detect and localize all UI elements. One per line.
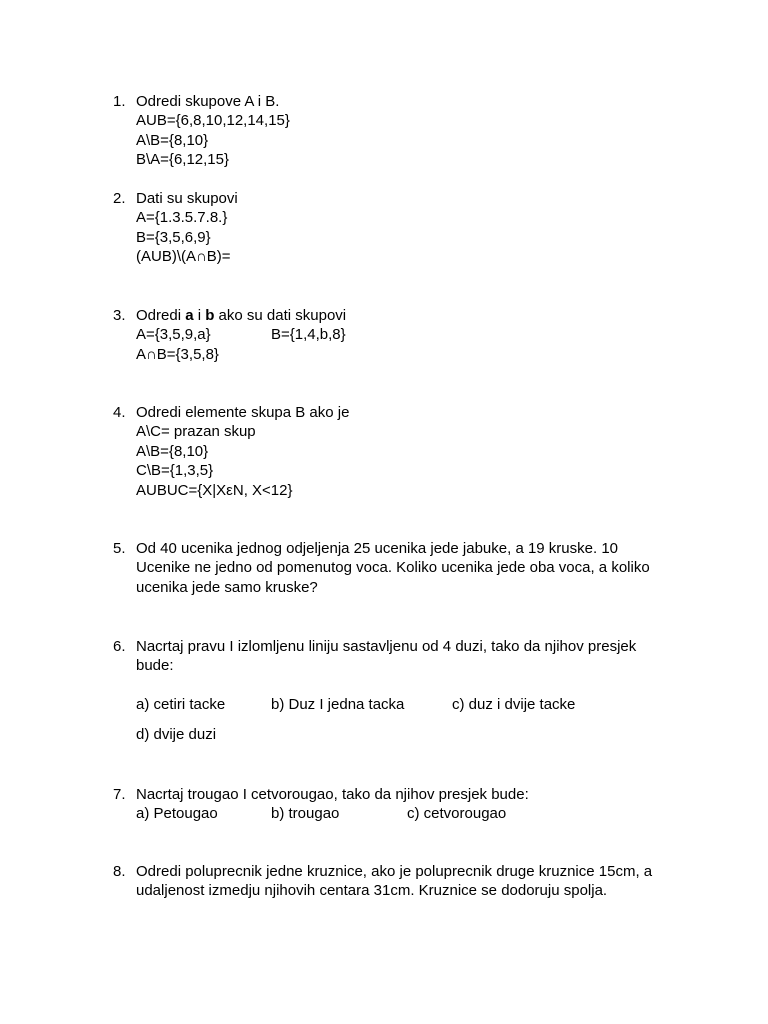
option-d: d) dvije duzi — [136, 725, 217, 743]
text-segment: ako su dati skupovi — [214, 307, 347, 324]
question-4 — [113, 403, 673, 500]
variable-b: b — [205, 307, 215, 324]
question-text: Dati su skupovi — [136, 190, 238, 207]
question-2 — [113, 189, 673, 267]
set-line: A\B={8,10} — [136, 131, 209, 149]
question-number: 4. — [113, 404, 126, 421]
question-6 — [113, 637, 673, 744]
question-text: Od 40 ucenika jednog odjeljenja 25 ucenika jede jabuke, a 19 kruske. 10 — [136, 540, 619, 557]
question-text: ucenika jede samo kruske? — [136, 578, 318, 596]
question-text: bude: — [136, 657, 174, 675]
set-line: AUB={6,8,10,12,14,15} — [136, 112, 290, 130]
text-segment: Odredi — [136, 307, 186, 324]
question-5 — [113, 539, 673, 597]
option-a: a) cetiri tacke — [136, 696, 226, 714]
question-text: Odredi poluprecnik jedne kruznice, ako je poluprecnik druge kruznice 15cm, a — [136, 863, 653, 880]
question-number: 1. — [113, 93, 126, 110]
set-line: A\C= prazan skup — [136, 423, 256, 441]
set-line: (AUB)\(A∩B)= — [136, 248, 231, 266]
question-text: Nacrtaj trougao I cetvorougao, tako da njihov presjek bude: — [136, 786, 529, 803]
question-number: 8. — [113, 863, 126, 880]
question-text: Ucenike ne jedno od pomenutog voca. Koliko ucenika jede oba voca, a koliko — [136, 559, 650, 577]
question-number: 2. — [113, 190, 126, 207]
question-number: 6. — [113, 638, 126, 655]
option-a: a) Petougao — [136, 805, 218, 823]
question-text: Nacrtaj pravu I izlomljenu liniju sastavljenu od 4 duzi, tako da njihov presjek — [136, 638, 637, 655]
set-a: A={3,5,9,a} — [136, 326, 211, 344]
question-number: 3. — [113, 307, 126, 324]
set-line: B={3,5,6,9} — [136, 228, 211, 246]
question-text — [136, 306, 673, 325]
question-1 — [113, 92, 673, 170]
option-c: c) duz i dvije tacke — [452, 696, 576, 714]
set-pair-line — [136, 325, 673, 344]
question-text: Odredi elemente skupa B ako je — [136, 404, 350, 421]
set-line: A∩B={3,5,8} — [136, 345, 219, 363]
answer-options — [136, 695, 673, 714]
question-number: 5. — [113, 540, 126, 557]
question-3 — [113, 306, 673, 364]
variable-a: a — [185, 307, 194, 324]
question-number: 7. — [113, 786, 126, 803]
set-line: AUBUC={X|XεN, X<12} — [136, 481, 293, 499]
set-line: B\A={6,12,15} — [136, 151, 230, 169]
set-line: A\B={8,10} — [136, 442, 209, 460]
question-text: Odredi skupove A i B. — [136, 93, 280, 110]
question-7 — [113, 785, 673, 824]
option-b: b) trougao — [271, 805, 340, 823]
option-b: b) Duz I jedna tacka — [271, 696, 405, 714]
answer-options — [136, 804, 673, 823]
question-8 — [113, 862, 673, 901]
text-segment: i — [193, 307, 206, 324]
option-c: c) cetvorougao — [407, 805, 507, 823]
set-b: B={1,4,b,8} — [271, 326, 346, 344]
set-line: C\B={1,3,5} — [136, 462, 214, 480]
question-text: udaljenost izmedju njihovih centara 31cm. Kruznice se dodoruju spolja. — [136, 882, 608, 900]
set-line: A={1.3.5.7.8.} — [136, 209, 228, 227]
